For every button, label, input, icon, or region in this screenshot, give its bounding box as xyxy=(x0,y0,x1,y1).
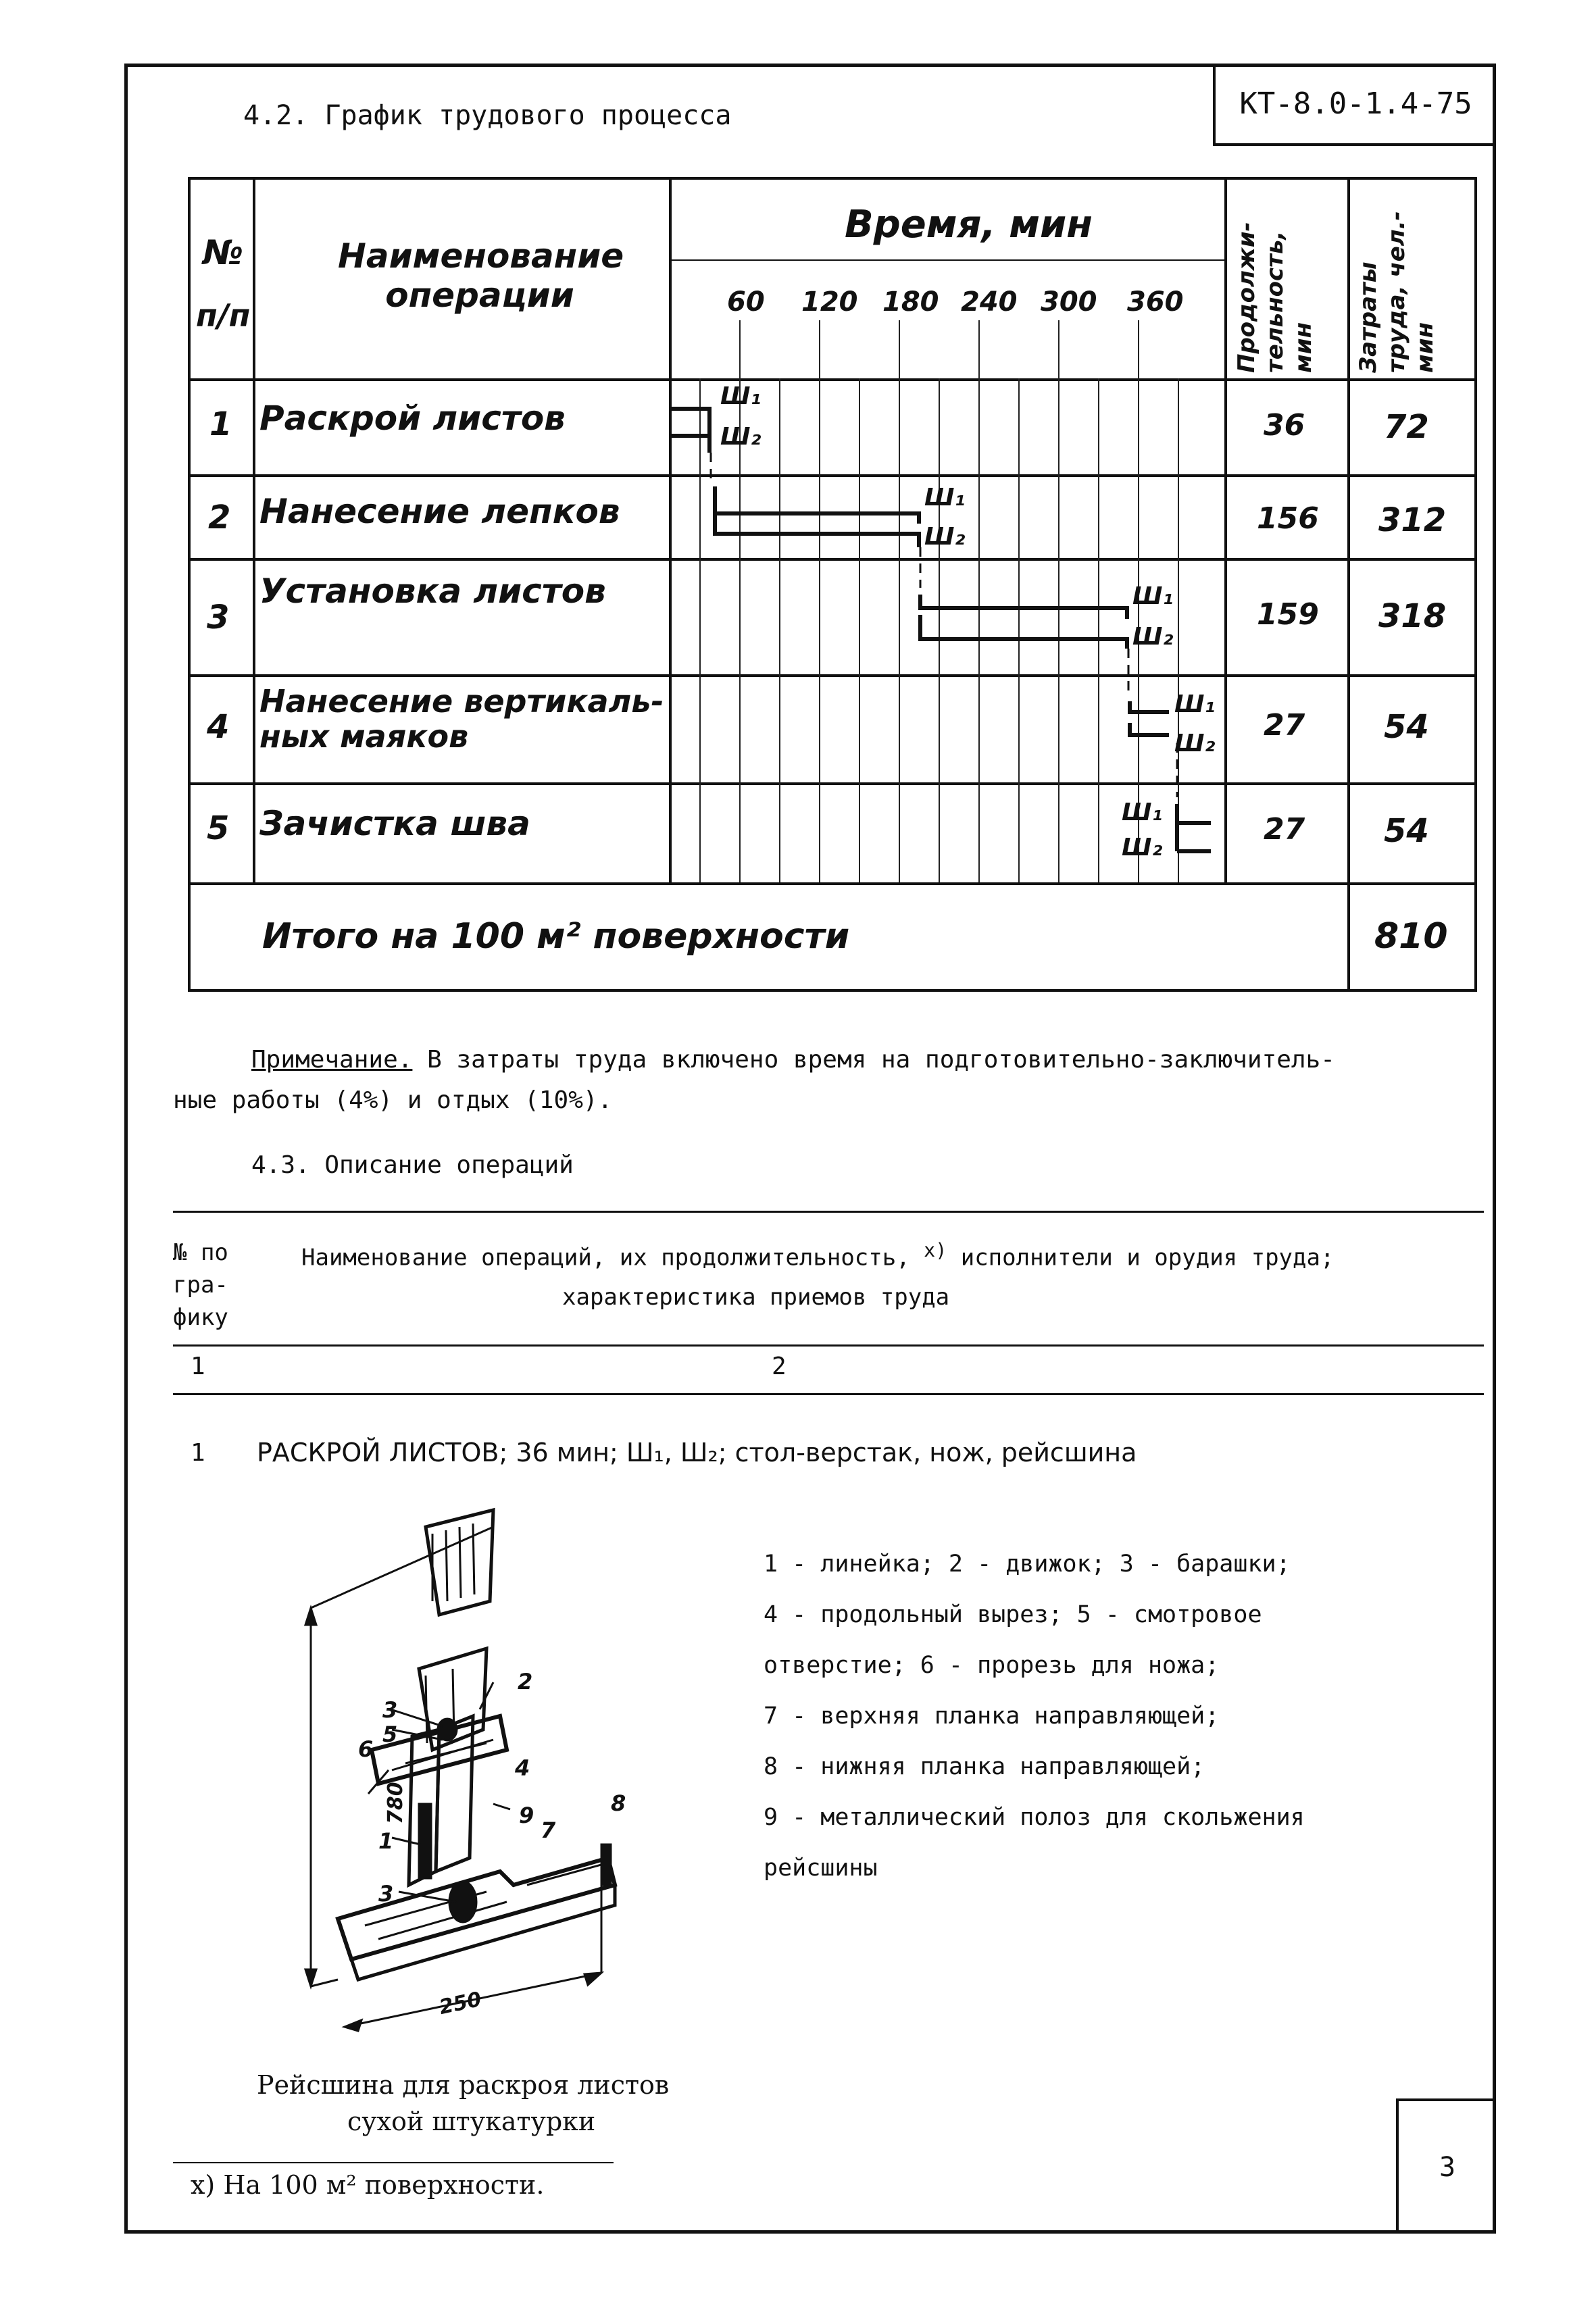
figure-label-8: 8 xyxy=(611,1790,626,1816)
row-name: Зачистка шва xyxy=(259,804,530,843)
legend-line: 8 - нижняя планка направляющей; xyxy=(764,1753,1205,1780)
header-num-top: № xyxy=(203,233,244,272)
figure-caption-line1: Рейсшина для раскроя листов xyxy=(257,2070,670,2100)
note-label: Примечание. xyxy=(251,1046,413,1074)
ops-col1-header-l2: гра- xyxy=(173,1272,228,1299)
header-num-bottom: п/п xyxy=(196,297,251,334)
time-tick-240: 240 xyxy=(961,286,1018,318)
note-text-line2: ные работы (4%) и отдых (10%). xyxy=(173,1086,613,1114)
ops-index-divider xyxy=(173,1393,1484,1395)
figure-dim-width: 250 xyxy=(437,1987,484,2020)
time-tick-180: 180 xyxy=(882,286,939,318)
header-operation-name: Наименование операции xyxy=(338,236,624,315)
time-tick-360: 360 xyxy=(1127,286,1184,318)
row-name: Раскрой листов xyxy=(259,399,566,438)
legend-line: 9 - металлический полоз для скольжения xyxy=(764,1804,1305,1831)
row-duration: 159 xyxy=(1257,597,1319,632)
time-tick-300: 300 xyxy=(1041,286,1097,318)
rail-ruler-drawing xyxy=(270,1507,649,2061)
worker-label: Ш₁ xyxy=(720,382,762,410)
ops-col2-header-text-b: исполнители и орудия труда; xyxy=(947,1244,1335,1272)
op1-num: 1 xyxy=(191,1439,205,1467)
row-duration: 36 xyxy=(1264,408,1305,443)
gantt-bar xyxy=(715,486,919,524)
note-text-line1: В затраты труда включено время на подготовительно-заключитель- xyxy=(427,1046,1335,1074)
worker-label: Ш₂ xyxy=(924,523,966,551)
gantt-bar xyxy=(920,615,1127,649)
footnote: х) На 100 м² поверхности. xyxy=(191,2170,545,2200)
total-label: Итого на 100 м² поверхности xyxy=(262,916,850,957)
ops-col2-header-text: Наименование операций, их продолжительность, xyxy=(301,1244,924,1272)
gantt-bar xyxy=(669,436,709,453)
gantt-bar xyxy=(715,500,919,547)
row-duration: 156 xyxy=(1257,501,1319,536)
header-duration: Продолжи- тельность, мин xyxy=(1233,222,1317,373)
legend-line: 4 - продольный вырез; 5 - смотровое xyxy=(764,1601,1262,1628)
gantt-bar xyxy=(920,595,1127,619)
ops-col2-header-l1 xyxy=(301,1239,1334,1271)
header-time: Время, мин xyxy=(845,203,1093,247)
ops-index-1: 1 xyxy=(191,1353,205,1380)
time-header-divider xyxy=(669,259,1226,261)
note xyxy=(251,1046,1335,1074)
worker-label: Ш₁ xyxy=(1122,799,1163,826)
row-labor: 312 xyxy=(1378,501,1447,539)
legend-line: отверстие; 6 - прорезь для ножа; xyxy=(764,1652,1220,1679)
row-name: Нанесение вертикаль- ных маяков xyxy=(259,683,664,755)
ops-col2-header-l2: характеристика приемов труда xyxy=(562,1284,950,1311)
ops-index-2: 2 xyxy=(772,1353,787,1380)
table-border-left xyxy=(188,177,191,992)
row-num: 5 xyxy=(207,809,230,847)
table-border-right xyxy=(1474,177,1477,992)
legend-line: 1 - линейка; 2 - движок; 3 - барашки; xyxy=(764,1551,1291,1578)
figure-label-1: 1 xyxy=(378,1828,394,1854)
worker-label: Ш₂ xyxy=(1132,623,1174,651)
ops-col1-header-l3: фику xyxy=(173,1304,228,1331)
row-num: 3 xyxy=(207,599,230,636)
row-num: 4 xyxy=(207,708,230,746)
row-labor: 318 xyxy=(1378,597,1447,635)
header-labor: Затраты труда, чел.-мин xyxy=(1355,211,1439,373)
row-duration: 27 xyxy=(1264,812,1305,847)
section-4-3-title: 4.3. Описание операций xyxy=(251,1151,574,1179)
figure-label-3: 3 xyxy=(382,1697,398,1723)
row-labor: 54 xyxy=(1384,708,1429,746)
col-sep-num xyxy=(253,177,255,884)
figure-dim-height: 780 xyxy=(384,1782,407,1824)
figure-label-6: 6 xyxy=(358,1736,374,1762)
col-sep-duration xyxy=(1347,177,1350,992)
table-border-top xyxy=(188,177,1477,180)
row-num: 1 xyxy=(209,405,232,443)
row-num: 2 xyxy=(208,499,231,536)
ops-col1-header-l1: № по xyxy=(173,1239,228,1266)
worker-label: Ш₂ xyxy=(720,423,762,451)
figure-label-2: 2 xyxy=(518,1669,533,1694)
row-name: Установка листов xyxy=(259,572,606,611)
ops-table-top xyxy=(173,1211,1484,1213)
ops-col2-header-sup: х) xyxy=(924,1239,947,1261)
legend-line: 7 - верхняя планка направляющей; xyxy=(764,1703,1220,1730)
figure-legend xyxy=(764,1539,1305,1894)
figure-label-3b: 3 xyxy=(378,1881,394,1907)
legend-line: рейсшины xyxy=(764,1855,878,1882)
time-tick-120: 120 xyxy=(801,286,858,318)
figure-label-7: 7 xyxy=(541,1817,556,1843)
worker-label: Ш₂ xyxy=(1174,730,1216,757)
figure-caption-line2: сухой штукатурки xyxy=(347,2107,596,2136)
page-number: 3 xyxy=(1396,2098,1496,2234)
worker-label: Ш₁ xyxy=(1174,690,1216,718)
op1-text: РАСКРОЙ ЛИСТОВ; 36 мин; Ш₁, Ш₂; стол-верстак, нож, рейсшина xyxy=(257,1438,1137,1467)
table-border-bottom xyxy=(188,989,1477,992)
worker-label: Ш₂ xyxy=(1122,834,1163,861)
section-4-2-title: 4.2. График трудового процесса xyxy=(243,100,732,131)
figure-label-5: 5 xyxy=(382,1721,398,1747)
worker-label: Ш₁ xyxy=(1132,582,1174,610)
gantt-bar xyxy=(1130,701,1169,712)
ops-header-divider xyxy=(173,1344,1484,1347)
time-tick-60: 60 xyxy=(727,286,765,318)
row-labor: 72 xyxy=(1384,408,1429,446)
total-value: 810 xyxy=(1374,916,1448,957)
worker-label: Ш₁ xyxy=(924,484,966,511)
figure-label-4: 4 xyxy=(515,1755,530,1781)
row-duration: 27 xyxy=(1264,708,1305,743)
document-code: КТ-8.0-1.4-75 xyxy=(1213,64,1496,146)
gantt-bar xyxy=(669,409,709,435)
row-name: Нанесение лепков xyxy=(259,492,620,531)
row-labor: 54 xyxy=(1384,812,1429,850)
footnote-separator xyxy=(173,2162,614,2163)
gantt-bar xyxy=(1130,723,1169,735)
figure-label-9: 9 xyxy=(519,1803,534,1828)
